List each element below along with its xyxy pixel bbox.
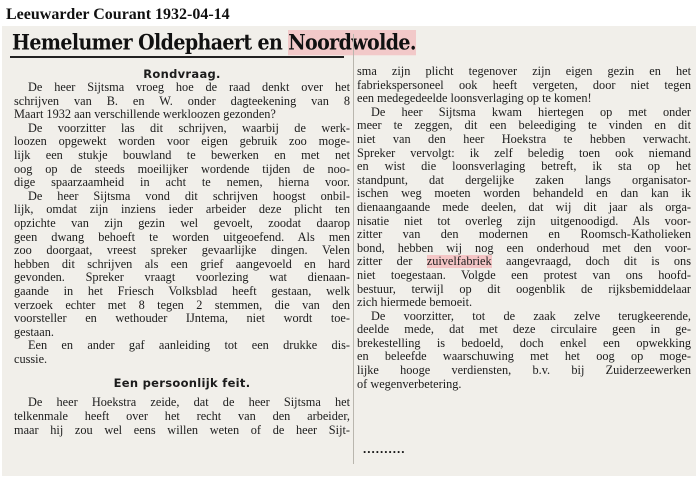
newspaper-clipping — [2, 26, 696, 476]
subheading-persoonlijk-feit: Een persoonlijk feit. — [113, 376, 251, 391]
spacer — [14, 366, 350, 376]
column-divider — [353, 34, 354, 464]
text-line: dienaangaande mede deelen, dat wij dit jaar als orga- — [357, 200, 691, 214]
text-line: dige spaarzaamheid in acht te nemen, hierna voor. — [14, 176, 350, 190]
text-line: bond, hebben wij nog een onderhoud met den voor- — [357, 241, 691, 255]
text-line: niet van den heer Hoekstra te hebben verwacht. — [357, 132, 691, 146]
text-line: zitter van den modernen en Roomsch-Katholieken — [357, 228, 691, 242]
text-line: telkenmale heeft over het recht van den arbeider, — [14, 410, 350, 424]
text-line: hebben dit schrijven als een grief aangevoeld en hard — [14, 257, 350, 271]
text-line: voorsteller en wethouder IJntema, niet wordt toe- — [14, 312, 350, 326]
headline-rule — [10, 56, 344, 58]
text-line: bestuur, terwijl op dit oogenblik de rijksbemiddelaar — [357, 282, 691, 296]
text-line: De voorzitter las dit schrijven, waarbij de werk- — [28, 121, 350, 135]
text-line: lijk, omdat zijn inziens ieder arbeider deze plicht ten — [14, 203, 350, 217]
text-line: Een en ander gaf aanleiding tot een drukke dis- — [28, 339, 350, 353]
subheading-rondvraag: Rondvraag. — [143, 67, 221, 81]
text-line: maar hij zou wel eens willen weten of de heer Sijt- — [14, 423, 350, 437]
text-line: sma zijn plicht tegenover zijn eigen gezin en het — [357, 65, 691, 78]
text-line: De heer Hoekstra zeide, dat de heer Sijtsma het — [28, 396, 350, 410]
right-column — [357, 65, 691, 391]
text-line: en beleefde waarschuwing met het oog op moge- — [357, 350, 691, 364]
text-line: zich hiermede bemoeit. — [357, 296, 473, 310]
text-line: De voorzitter, tot de zaak zelve terugkeerende, — [371, 309, 691, 323]
text-line: brekestelling is bedoeld, doch enkel een opwekking — [357, 336, 691, 350]
text-line: De heer Sijtsma vroeg hoe de raad denkt over het — [28, 81, 350, 94]
text-line: meer te zeggen, dit een beleediging te vinden en dit — [357, 119, 691, 133]
text-line: en wist die loonsverlaging betreft, ik sta op het — [357, 160, 691, 174]
text-line: gestaan. — [14, 325, 54, 339]
text-line: niet toegestaan. Volgde een protest van ons hoofd- — [357, 268, 691, 282]
text-line: lijke hooge verdiensten, b.v. bij Zuiderzeewerken — [357, 364, 691, 378]
text-line: loozen opgewekt worden voor eigen gebruik zoo moge- — [14, 135, 350, 149]
text-line: ischen weg moeten worden behandeld en dan kan ik — [357, 187, 691, 201]
text-line-highlighted — [357, 255, 691, 269]
text-line: nisatie niet tot overleg zijn uitgenoodigd. Als voor- — [357, 214, 691, 228]
left-column — [14, 67, 350, 437]
text-line: een medegedeelde loonsverlaging op te komen! — [357, 92, 592, 106]
text-line: fabriekspersoneel ook heeft vergeten, door niet tegen — [357, 78, 691, 92]
text-line: lijk een stukje bouwland te bewerken en met net — [14, 148, 350, 162]
text-line: oog op de steeds moeilijker wordende tijden de noo- — [14, 162, 350, 176]
ellipsis-dots: .......... — [363, 441, 406, 456]
text-line: standpunt, dat dergelijke zaken langs organisator- — [357, 173, 691, 187]
text-line: gevonden. Spreker vraagt voorlezing wat dienaan- — [14, 271, 350, 285]
text-line: opzichte van zijn gezin wel gevoelt, zoodat daarop — [14, 216, 350, 230]
text-line: Spreker vervolgt: ik zelf beledig toen ook niemand — [357, 146, 691, 160]
article-headline — [12, 30, 416, 56]
text-line: cussie. — [14, 352, 48, 366]
text-line: De heer Sijtsma vond dit schrijven hoogst onbil- — [28, 189, 350, 203]
text-line: deelde mede, dat met deze circulaire geen in ge- — [357, 323, 691, 337]
text-line: zoo doorgaat, vreest spreker gevaarlijke dingen. Velen — [14, 244, 350, 258]
headline-part-2-highlight: Noordwolde. — [288, 30, 416, 56]
text-line: schrijven van B. en W. onder dagteekening van 8 — [14, 94, 350, 108]
text-fragment: zitter der — [357, 255, 427, 269]
text-line: of wegenverbetering. — [357, 377, 462, 391]
highlighted-word-zuivelfabriek: zuivelfabriek — [426, 255, 492, 269]
text-line: De heer Sijtsma kwam hiertegen op met onder — [371, 105, 691, 119]
text-fragment: aangevraagd, doch dit is ons — [491, 255, 691, 269]
page-caption: Leeuwarder Courant 1932-04-14 — [6, 6, 230, 23]
text-line: verzoek echter met 8 tegen 2 stemmen, die van den — [14, 298, 350, 312]
text-line: gaande in het Friesch Volksblad heeft gestaan, welk — [14, 284, 350, 298]
text-line: Maart 1932 aan verschillende werkloozen gezonden? — [14, 108, 276, 122]
text-line: geen dwang behoeft te worden uitgeoefend. Als men — [14, 230, 350, 244]
headline-part-1: Hemelumer Oldephaert en — [12, 30, 289, 56]
